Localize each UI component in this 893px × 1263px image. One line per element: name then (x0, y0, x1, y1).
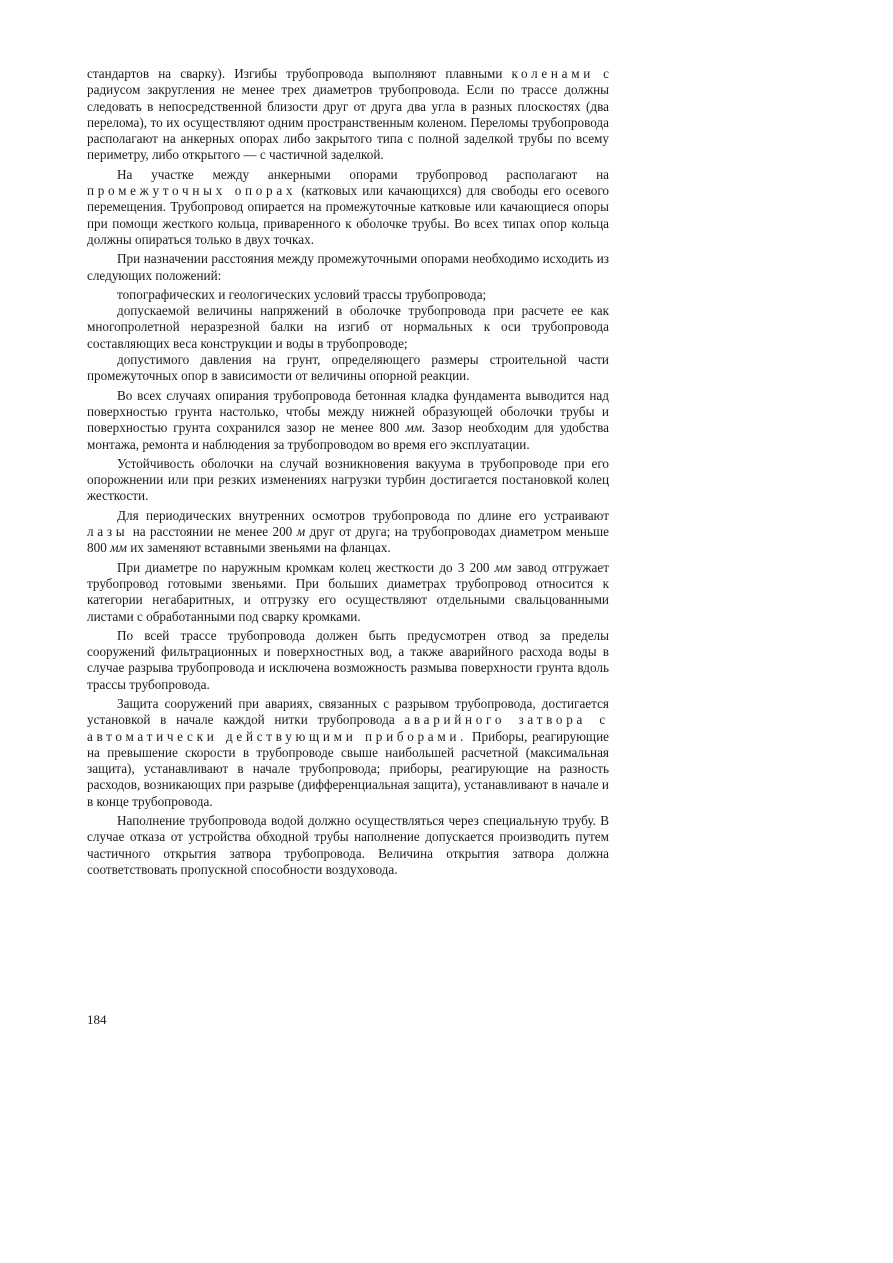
paragraph (87, 352, 609, 385)
spaced-term: аварийного затвора с автоматически действующими приборами. (87, 712, 609, 744)
text-run: с радиусом закругления не менее трех диаметров трубопровода. Если по трассе должны следовать в непосредственной близости друг от друга два угла в разных плоскостях (два перелома), то их осуществляют одним пространственным коленом. Переломы трубопровода располагают на анкерных опорах либо закрытого типа с полной заделкой трубы по всему периметру, либо открытого — с частичной заделкой. (87, 66, 610, 163)
paragraph (87, 388, 609, 453)
spaced-term: лазы (87, 524, 129, 540)
paragraph (87, 66, 609, 164)
text-run: Зазор необходим для удобства монтажа, ремонта и наблюдения за трубопроводом во время его эксплуатации. (87, 420, 610, 452)
spaced-term: коленами (511, 66, 595, 81)
text-run: Устойчивость оболочки на случай возникновения вакуума в трубопроводе при его опорожнении или при резких изменениях нагрузки турбин достигается постановкой колец жесткости. (87, 455, 609, 504)
paragraph (87, 167, 609, 248)
paragraph (87, 813, 609, 878)
paragraph (87, 508, 609, 557)
text-run: По всей трассе трубопровода должен быть предусмотрен отвод за пределы сооружений фильтрационных и поверхностных вод, а также аварийного расхода воды в случае разрыва трубопровода и исключена возможность размыва поверхности грунта вдоль трассы трубопровода. (87, 627, 609, 692)
unit-text: мм (110, 540, 127, 556)
text-run: друг от друга; на трубопроводах диаметром меньше 800 (87, 524, 610, 556)
text-run: завод отгружает трубопровод готовыми звеньями. При больших диаметрах трубопровод относится к категории негабаритных, и отгрузку его осуществляют отдельными свальцованными листами с обработанными под сварку кромками. (87, 559, 609, 624)
paragraph (87, 303, 609, 352)
text-run: Для периодических внутренних осмотров трубопровода по длине его устраивают (117, 507, 609, 523)
paragraph (87, 456, 609, 505)
text-run: их заменяют вставными звеньями на фланцах. (126, 540, 391, 556)
page-number: 184 (87, 1012, 107, 1027)
text-run: На участке между анкерными опорами трубопровод располагают на (117, 166, 609, 182)
text-run: Наполнение трубопровода водой должно осуществляться через специальную трубу. В случае отказа от устройства обходной трубы наполнение допускается производить путем частичного открытия затвора трубопровода. Величина открытия затвора должна соответствовать пропускной способности воздуховода. (87, 813, 609, 877)
paragraph (87, 560, 609, 625)
unit-text: м (296, 524, 306, 540)
paragraph (87, 287, 609, 303)
body-text (87, 66, 609, 881)
text-run: стандартов на сварку). Изгибы трубопровода выполняют плавными (87, 66, 512, 81)
text-run: допускаемой величины напряжений в оболочке трубопровода при расчете ее как многопролетной неразрезной балки на изгиб от нормальных к оси трубопровода составляющих веса конструкции и воды в трубопроводе; (87, 303, 609, 351)
text-run: допустимого давления на грунт, определяющего размеры строительной части промежуточных опор в зависимости от величины опорной реакции. (87, 352, 609, 384)
unit-text: мм. (405, 420, 426, 436)
text-run: на расстоянии не менее 200 (128, 524, 297, 540)
spaced-term: промежуточных опорах (87, 183, 297, 199)
paragraph (87, 696, 609, 810)
text-run: Во всех случаях опирания трубопровода бетонная кладка фундамента выводится над поверхностью грунта настолько, чтобы между нижней образующей оболочки трубы и поверхностью грунта сохранился зазор не менее 800 (87, 387, 609, 436)
text-run: При назначении расстояния между промежуточными опорами необходимо исходить из следующих положений: (87, 251, 609, 283)
text-run: (катковых или качающихся) для свободы его осевого перемещения. Трубопровод опирается на промежуточные катковые или качающиеся опоры при помощи жесткого кольца, приваренного к оболочке трубы. Во всех типах опор кольца должны опираться только в двух точках. (87, 183, 610, 247)
text-run: Защита сооружений при авариях, связанных с разрывом трубопровода, достигается установкой в начале каждой нитки трубопровода (87, 695, 609, 728)
text-run: При диаметре по наружным кромкам колец жесткости до 3 200 (117, 559, 495, 575)
unit-text: мм (494, 559, 512, 575)
text-run: топографических и геологических условий трассы трубопровода; (117, 286, 487, 302)
text-run: Приборы, реагирующие на превышение скорости в трубопроводе свыше наибольшей расчетной (максимальная защита), устанавливают в начале трубопровода; приборы, реагирующие на разность расходов, возникающих при разрыве (дифференциальная защита), устанавливают в начале и в конце трубопровода. (87, 728, 610, 809)
paragraph (87, 251, 609, 284)
paragraph (87, 628, 609, 693)
